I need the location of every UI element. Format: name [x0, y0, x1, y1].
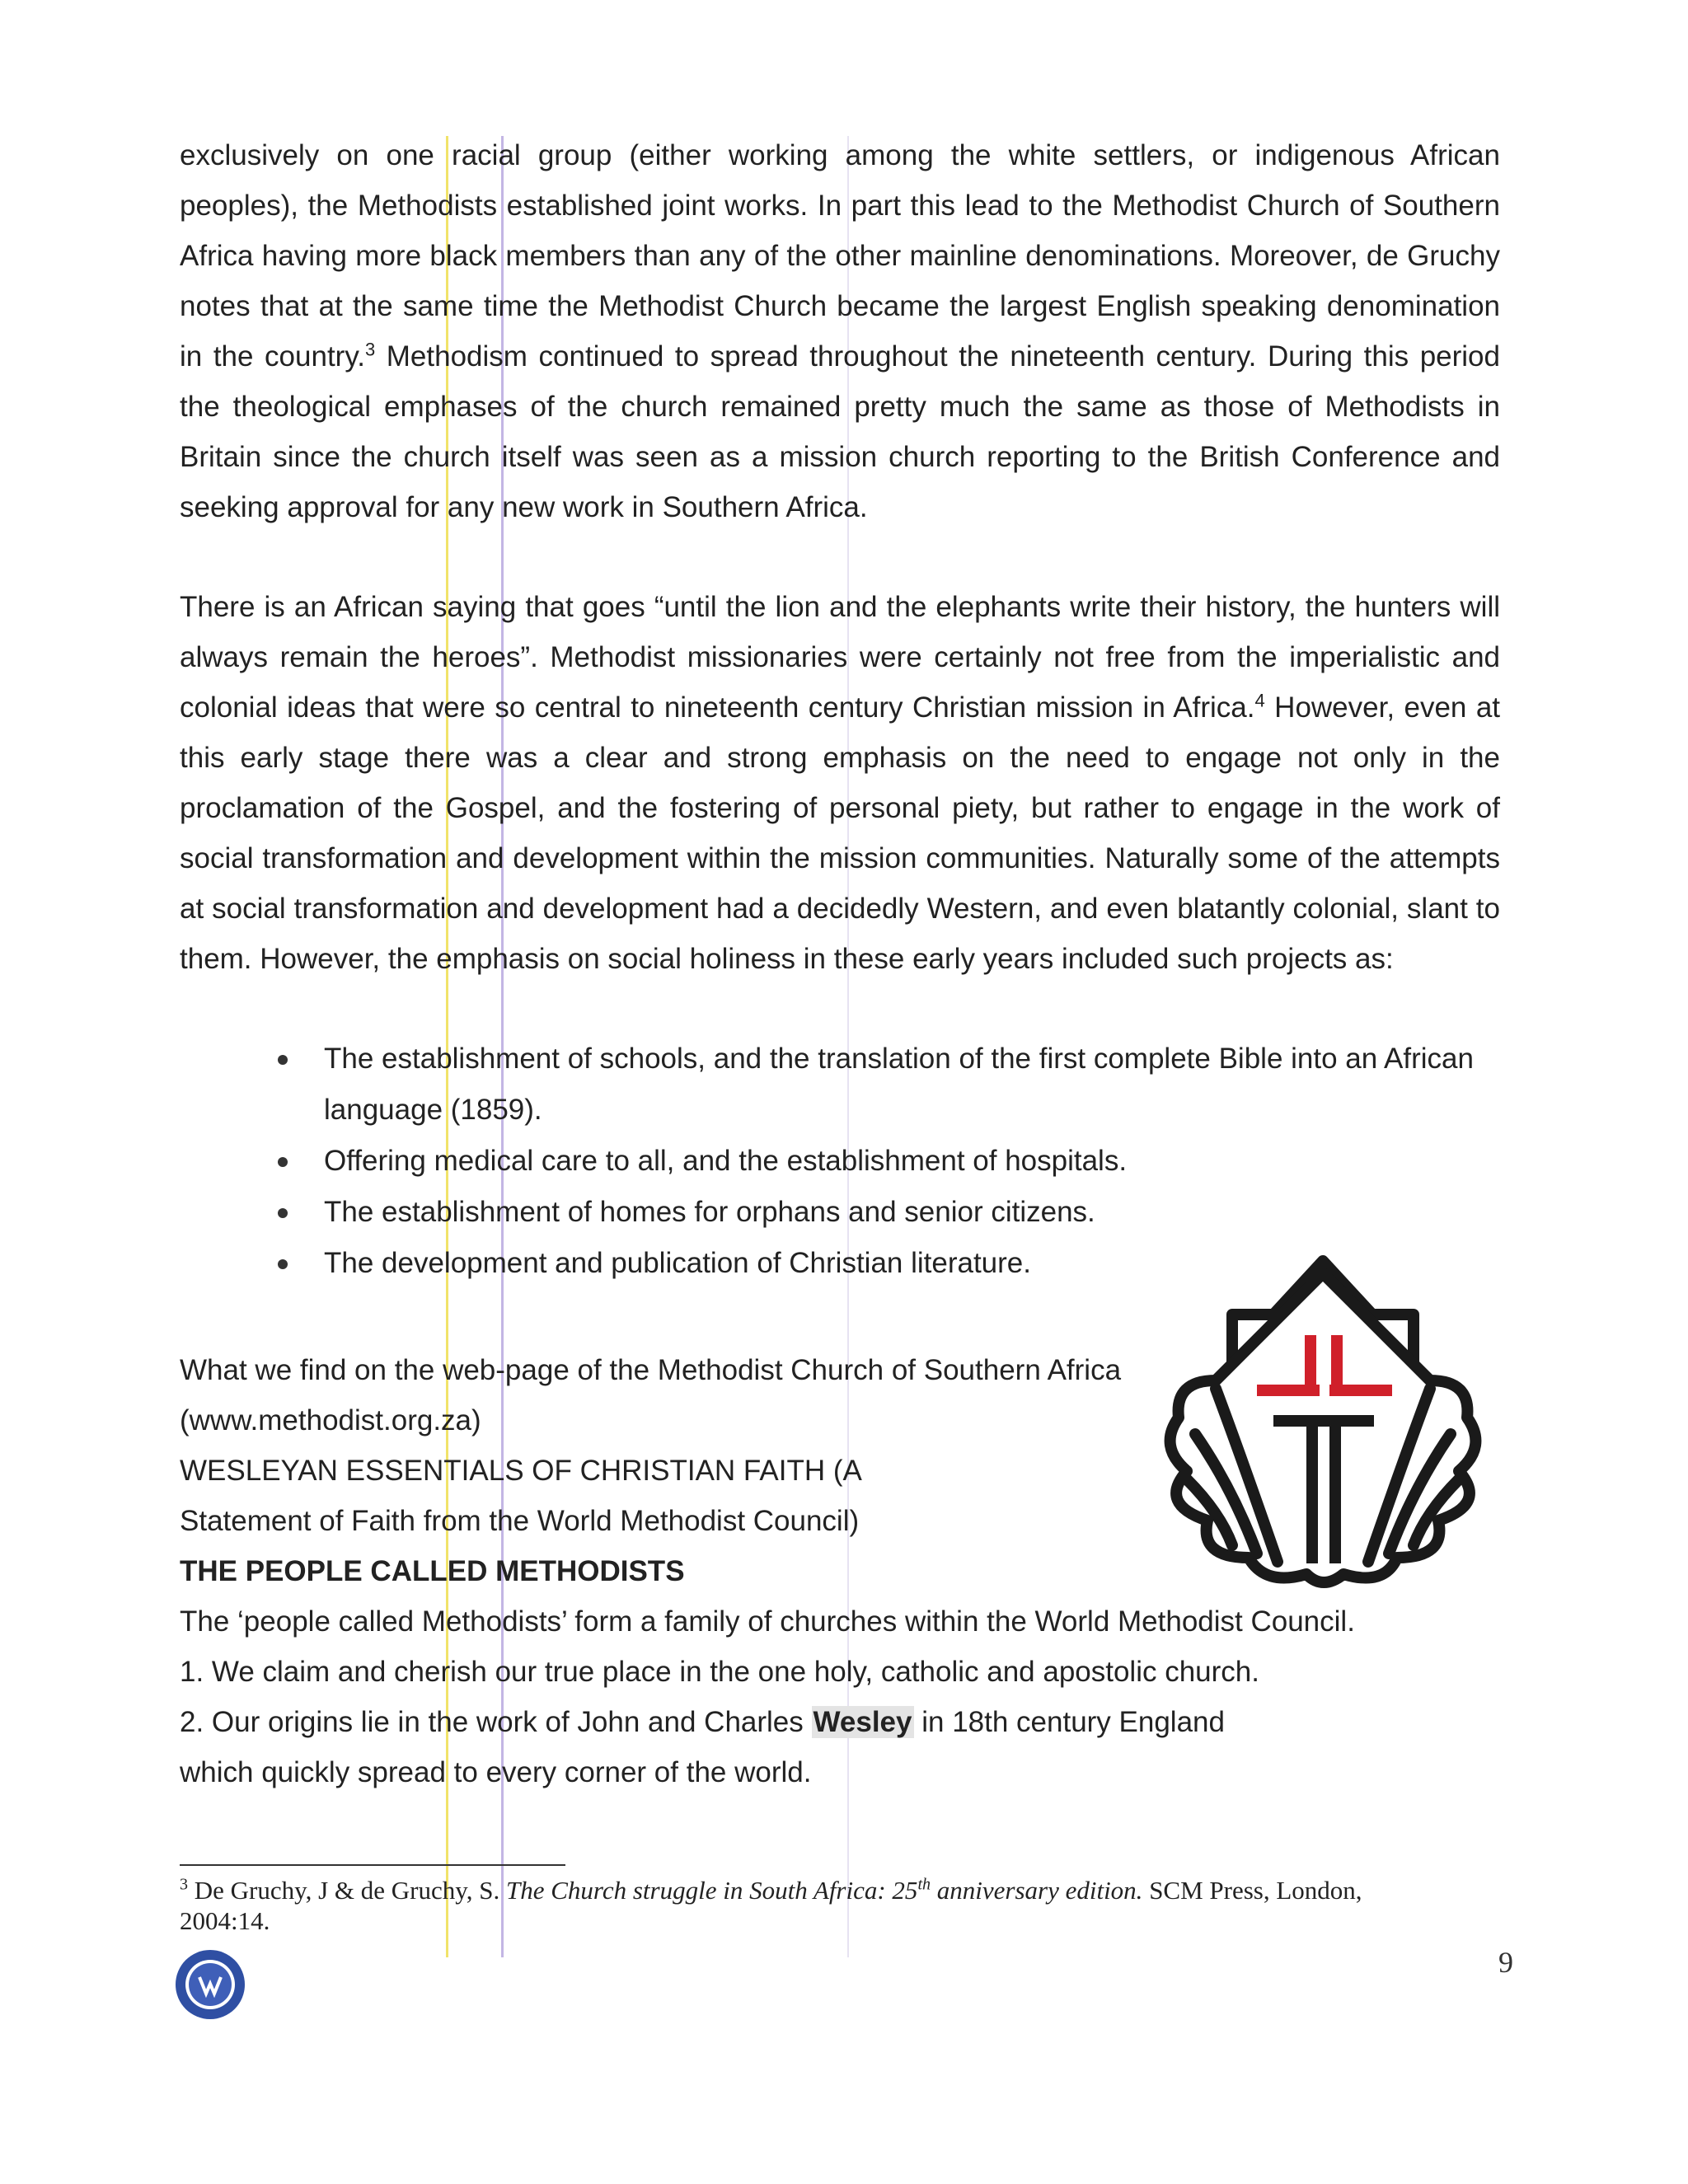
paragraph-2: [180, 582, 1500, 984]
section-heading: THE PEOPLE CALLED METHODISTS: [180, 1555, 685, 1587]
footnote-ref-4: 4: [1254, 690, 1265, 711]
highlighted-word: Wesley: [813, 1706, 912, 1738]
essentials-subtitle: Statement of Faith from the World Methodist Council): [180, 1505, 860, 1537]
footnote-ref-3: 3: [364, 339, 376, 360]
university-seal-icon: [173, 1947, 247, 2022]
web-text-segment: in 18th century England: [913, 1706, 1225, 1738]
footnote-divider: [180, 1864, 565, 1866]
footnote-number: 3: [180, 1875, 188, 1894]
footnote-title: The Church struggle in South Africa: 25th anniversary edition.: [506, 1875, 1143, 1905]
web-text-line: 1. We claim and cherish our true place in the one holy, catholic and apostolic church.: [180, 1656, 1259, 1688]
list-item: The development and publication of Christian literature.: [324, 1238, 1500, 1289]
web-url: (www.methodist.org.za): [180, 1404, 481, 1436]
methodist-shell-cross-logo: [1142, 1240, 1504, 1595]
list-item: The establishment of homes for orphans and senior citizens.: [324, 1187, 1500, 1238]
paragraph-2-text-b: However, even at this early stage there was a clear and strong emphasis on the need to engage not only in the proclamation of the Gospel, and the fostering of personal piety, but rather to engage in the work of social transformation and development within the mission communities. Naturally some of the attempts at social transformation and development had a decidedly Western, and even blatantly colonial, slant to them. However, the emphasis on social holiness in these early years included such projects as:: [180, 691, 1501, 975]
web-text-line: The ‘people called Methodists’ form a family of churches within the World Methodist Council.: [180, 1605, 1355, 1638]
paragraph-2-text-a: There is an African saying that goes “until the lion and the elephants write their history, the hunters will always remain the heroes”. Methodist missionaries were certainly not free from the imperialistic and colonial ideas that were so central to nineteenth century Christian mission in Africa.: [180, 591, 1500, 724]
page-number: 9: [1498, 1946, 1513, 1979]
web-text-segment: 2. Our origins lie in the work of John and Charles: [180, 1706, 812, 1738]
footnote-3: [180, 1875, 1449, 1936]
essentials-title: WESLEYAN ESSENTIALS OF CHRISTIAN FAITH (A: [180, 1455, 862, 1487]
footnote-publisher: SCM Press, London, 2004:14.: [180, 1876, 1362, 1935]
paragraph-1: [180, 130, 1500, 532]
paragraph-1-text-a: exclusively on one racial group (either working among the white settlers, or indigenous African peoples), the Methodists established joint works. In part this lead to the Methodist Church of Southern Africa having more black members than any of the other mainline denominations. Moreover, de Gruchy notes that at the same time the Methodist Church became the largest English speaking denomination in the country.: [180, 139, 1500, 373]
web-text-line: which quickly spread to every corner of the world.: [180, 1756, 812, 1788]
list-item: The establishment of schools, and the translation of the first complete Bible into an African language (1859).: [324, 1033, 1500, 1136]
footnote-authors: De Gruchy, J & de Gruchy, S.: [188, 1876, 506, 1905]
web-text-line: [180, 1697, 1500, 1747]
paragraph-1-text-b: Methodism continued to spread throughout the nineteenth century. During this period the theological emphases of the church remained pretty much the same as those of Methodists in Britain since the church itself was seen as a mission church reporting to the British Conference and seeking approval for any new work in Southern Africa.: [180, 340, 1500, 523]
list-item: Offering medical care to all, and the establishment of hospitals.: [324, 1136, 1500, 1187]
web-intro-line: What we find on the web-page of the Methodist Church of Southern Africa: [180, 1354, 1122, 1386]
